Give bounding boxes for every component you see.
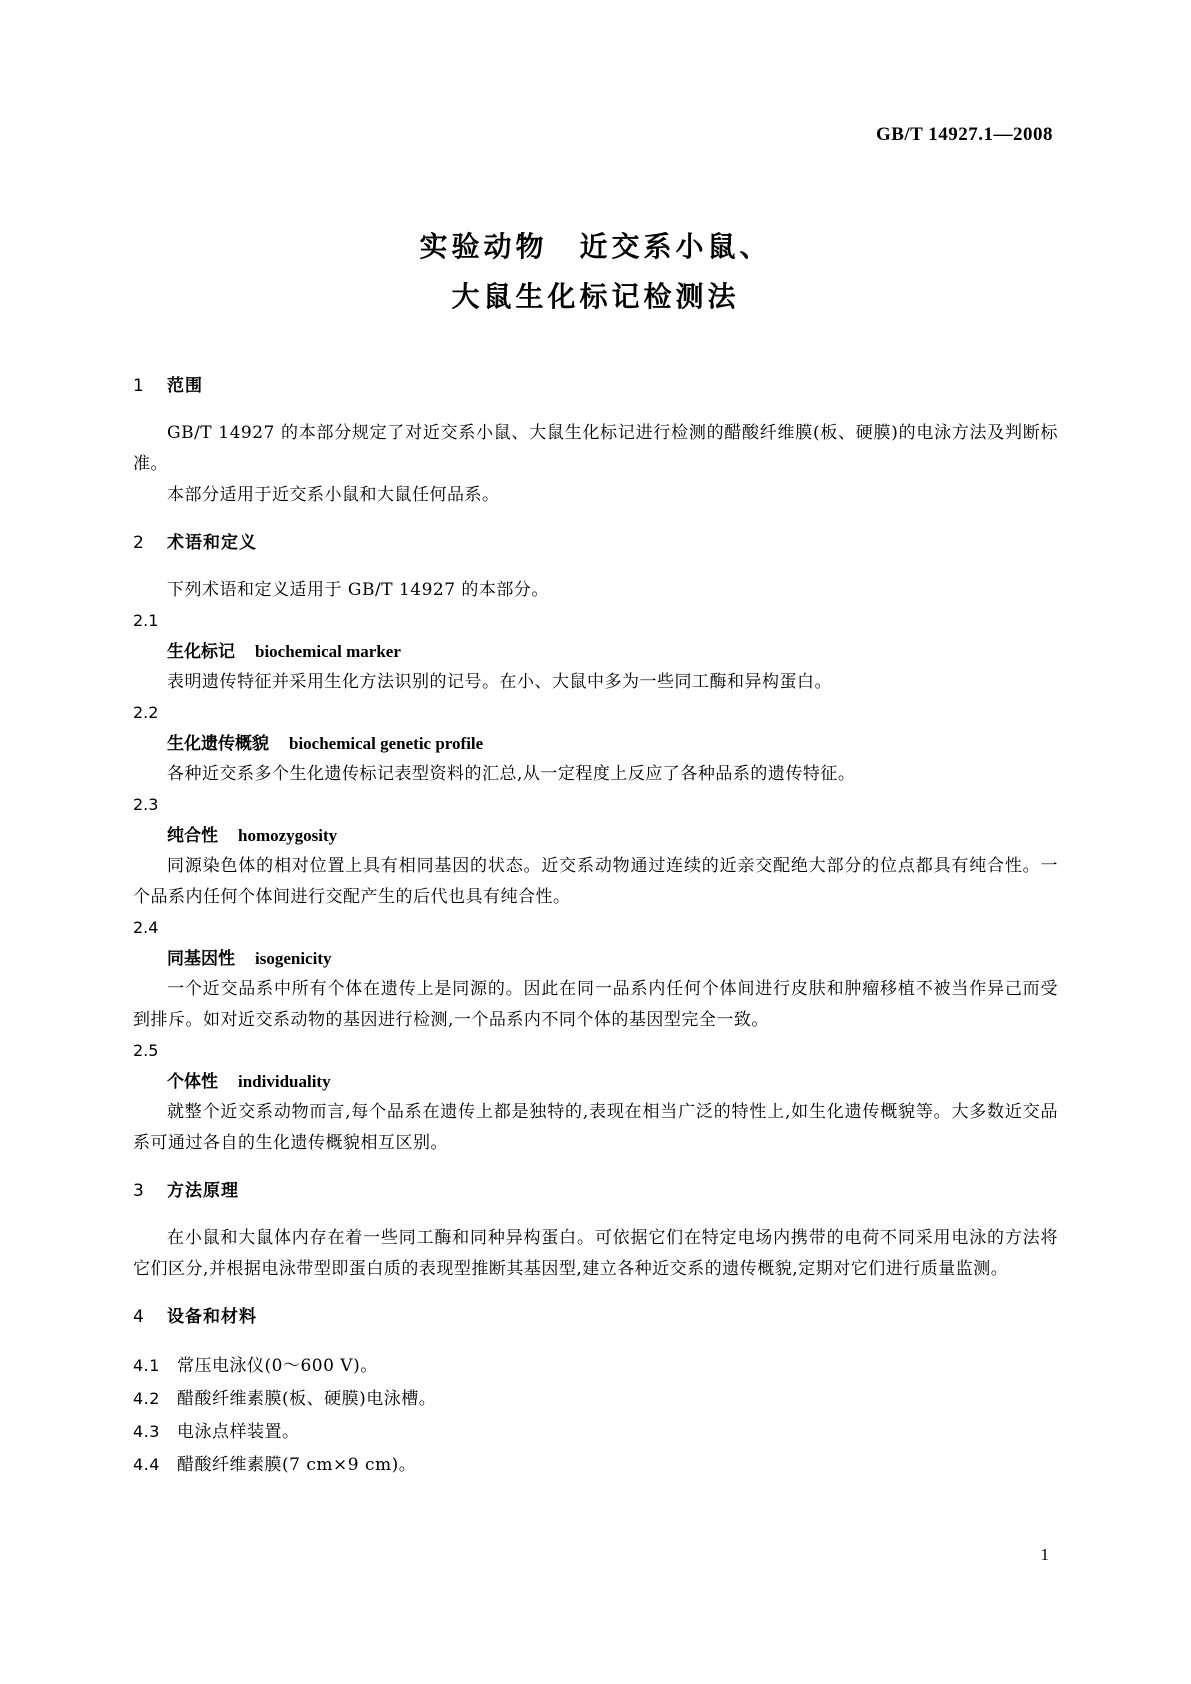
- term-definition: 各种近交系多个生化遗传标记表型资料的汇总,从一定程度上反应了各种品系的遗传特征。: [167, 764, 856, 784]
- item-number: 4.2: [133, 1389, 160, 1408]
- equipment-item: [133, 1382, 1058, 1415]
- item-number: 4.1: [133, 1356, 160, 1375]
- document-body: [133, 372, 1058, 1481]
- term-en: homozygosity: [238, 826, 338, 845]
- scope-paragraph-2: 本部分适用于近交系小鼠和大鼠任何品系。: [167, 485, 500, 505]
- section-title: 范围: [167, 376, 203, 396]
- term-name: [133, 636, 1058, 667]
- term-number: 2.3: [133, 795, 159, 814]
- item-text: 常压电泳仪(0～600 V)。: [177, 1356, 378, 1376]
- term-2-1: [133, 606, 1058, 698]
- section-4-heading: [133, 1303, 1058, 1331]
- title-line-2: 大鼠生化标记检测法: [451, 280, 740, 313]
- term-en: isogenicity: [255, 949, 332, 968]
- term-number: 2.5: [133, 1041, 159, 1060]
- equipment-item: [133, 1448, 1058, 1481]
- item-text: 醋酸纤维素膜(7 cm×9 cm)。: [177, 1455, 417, 1475]
- item-number: 4.4: [133, 1455, 160, 1474]
- term-2-4: [133, 913, 1058, 1036]
- section-number: 2: [133, 533, 145, 553]
- section-number: 3: [133, 1181, 145, 1201]
- term-2-3: [133, 790, 1058, 913]
- section-title: 设备和材料: [167, 1307, 257, 1327]
- section-1-heading: [133, 372, 1058, 400]
- term-definition: 表明遗传特征并采用生化方法识别的记号。在小、大鼠中多为一些同工酶和异构蛋白。: [167, 672, 832, 692]
- term-2-2: [133, 698, 1058, 790]
- equipment-item: [133, 1415, 1058, 1448]
- scope-paragraph-1: GB/T 14927 的本部分规定了对近交系小鼠、大鼠生化标记进行检测的醋酸纤维膜(板、硬膜)的电泳方法及判断标准。: [133, 423, 1058, 474]
- term-definition: 就整个近交系动物而言,每个品系在遗传上都是独特的,表现在相当广泛的特性上,如生化遗传概貌等。大多数近交品系可通过各自的生化遗传概貌相互区别。: [133, 1102, 1058, 1153]
- equipment-item: [133, 1349, 1058, 1382]
- document-title: [0, 222, 1191, 322]
- term-number: 2.2: [133, 703, 159, 722]
- item-number: 4.3: [133, 1422, 160, 1441]
- term-zh: 纯合性: [167, 826, 218, 846]
- method-principle-paragraph: 在小鼠和大鼠体内存在着一些同工酶和同种异构蛋白。可依据它们在特定电场内携带的电荷不同采用电泳的方法将它们区分,并根据电泳带型即蛋白质的表现型推断其基因型,建立各种近交系的遗传概貌,定期对它们进行质量监测。: [133, 1228, 1058, 1279]
- term-en: biochemical marker: [255, 642, 401, 661]
- term-zh: 同基因性: [167, 949, 235, 969]
- section-number: 4: [133, 1307, 145, 1327]
- term-zh: 生化标记: [167, 642, 235, 662]
- item-text: 电泳点样装置。: [177, 1422, 300, 1442]
- term-name: [133, 943, 1058, 974]
- term-name: [133, 820, 1058, 851]
- standard-code: GB/T 14927.1—2008: [875, 124, 1053, 145]
- item-text: 醋酸纤维素膜(板、硬膜)电泳槽。: [177, 1389, 437, 1409]
- section-number: 1: [133, 376, 145, 396]
- term-name: [133, 1066, 1058, 1097]
- term-definition: 同源染色体的相对位置上具有相同基因的状态。近交系动物通过连续的近亲交配绝大部分的位点都具有纯合性。一个品系内任何个体间进行交配产生的后代也具有纯合性。: [133, 856, 1058, 907]
- section-2-heading: [133, 529, 1058, 557]
- section-3-heading: [133, 1177, 1058, 1205]
- term-number: 2.1: [133, 611, 159, 630]
- term-zh: 生化遗传概貌: [167, 734, 269, 754]
- title-line-1: 实验动物 近交系小鼠、: [419, 230, 772, 263]
- section-title: 方法原理: [167, 1181, 239, 1201]
- term-definition: 一个近交品系中所有个体在遗传上是同源的。因此在同一品系内任何个体间进行皮肤和肿瘤移植不被当作异己而受到排斥。如对近交系动物的基因进行检测,一个品系内不同个体的基因型完全一致。: [133, 979, 1058, 1030]
- term-number: 2.4: [133, 918, 159, 937]
- section-title: 术语和定义: [167, 533, 257, 553]
- terms-intro: 下列术语和定义适用于 GB/T 14927 的本部分。: [167, 580, 549, 600]
- term-en: individuality: [238, 1072, 331, 1091]
- page-number: 1: [1040, 1545, 1049, 1564]
- term-2-5: [133, 1036, 1058, 1159]
- term-en: biochemical genetic profile: [289, 734, 484, 753]
- term-zh: 个体性: [167, 1072, 218, 1092]
- term-name: [133, 728, 1058, 759]
